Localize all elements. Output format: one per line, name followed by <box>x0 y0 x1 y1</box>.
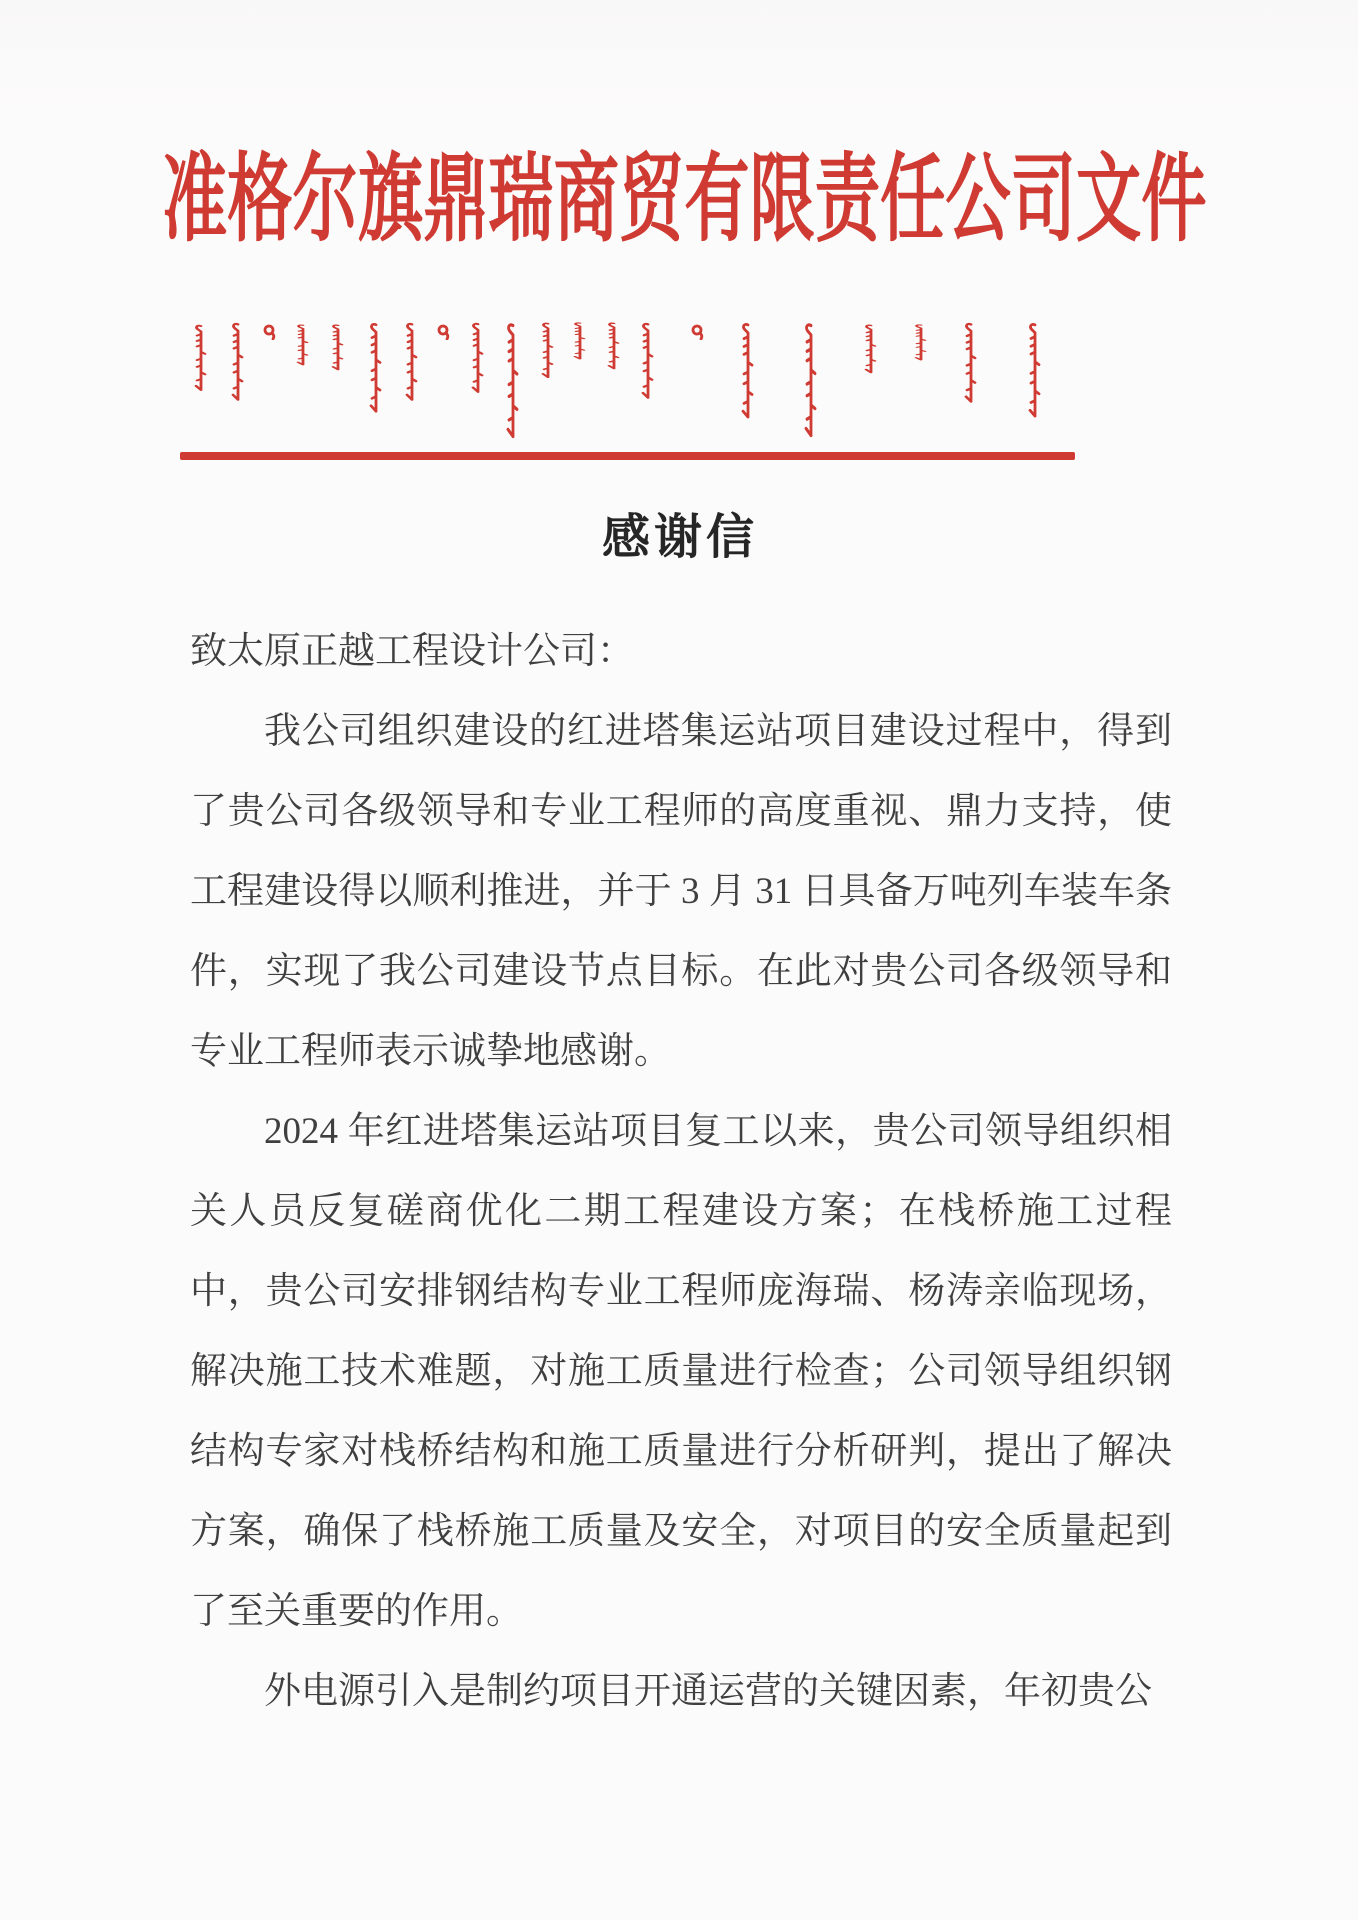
body-paragraph-2: 2024 年红进塔集运站项目复工以来，贵公司领导组织相关人员反复磋商优化二期工程建设方案；在栈桥施工过程中，贵公司安排钢结构专业工程师庞海瑞、杨涛亲临现场，解决施工技术难题，对施工质量进行检查；公司领导组织钢结构专家对栈桥结构和施工质量进行分析研判，提出了解决方案，确保了栈桥施工质量及安全，对项目的安全质量起到了至关重要的作用。 <box>190 1111 1172 1632</box>
company-document-header: 准格尔旗鼎瑞商贸有限责任公司文件 <box>162 146 1207 253</box>
letter-body <box>190 612 1172 1732</box>
mongolian-script-icon <box>180 320 1075 462</box>
body-paragraph-3: 外电源引入是制约项目开通运营的关键因素，年初贵公 <box>264 1671 1152 1712</box>
header-divider-rule <box>180 452 1075 460</box>
body-paragraph-1: 我公司组织建设的红进塔集运站项目建设过程中，得到了贵公司各级领导和专业工程师的高度重视、鼎力支持，使工程建设得以顺利推进，并于 3 月 31 日具备万吨列车装车条件，实现了我公司建设节点目标。在此对贵公司各级领导和专业工程师表示诚挚地感谢。 <box>190 711 1172 1072</box>
letter-title: 感谢信 <box>601 511 758 564</box>
salutation-line: 致太原正越工程设计公司： <box>190 631 634 672</box>
